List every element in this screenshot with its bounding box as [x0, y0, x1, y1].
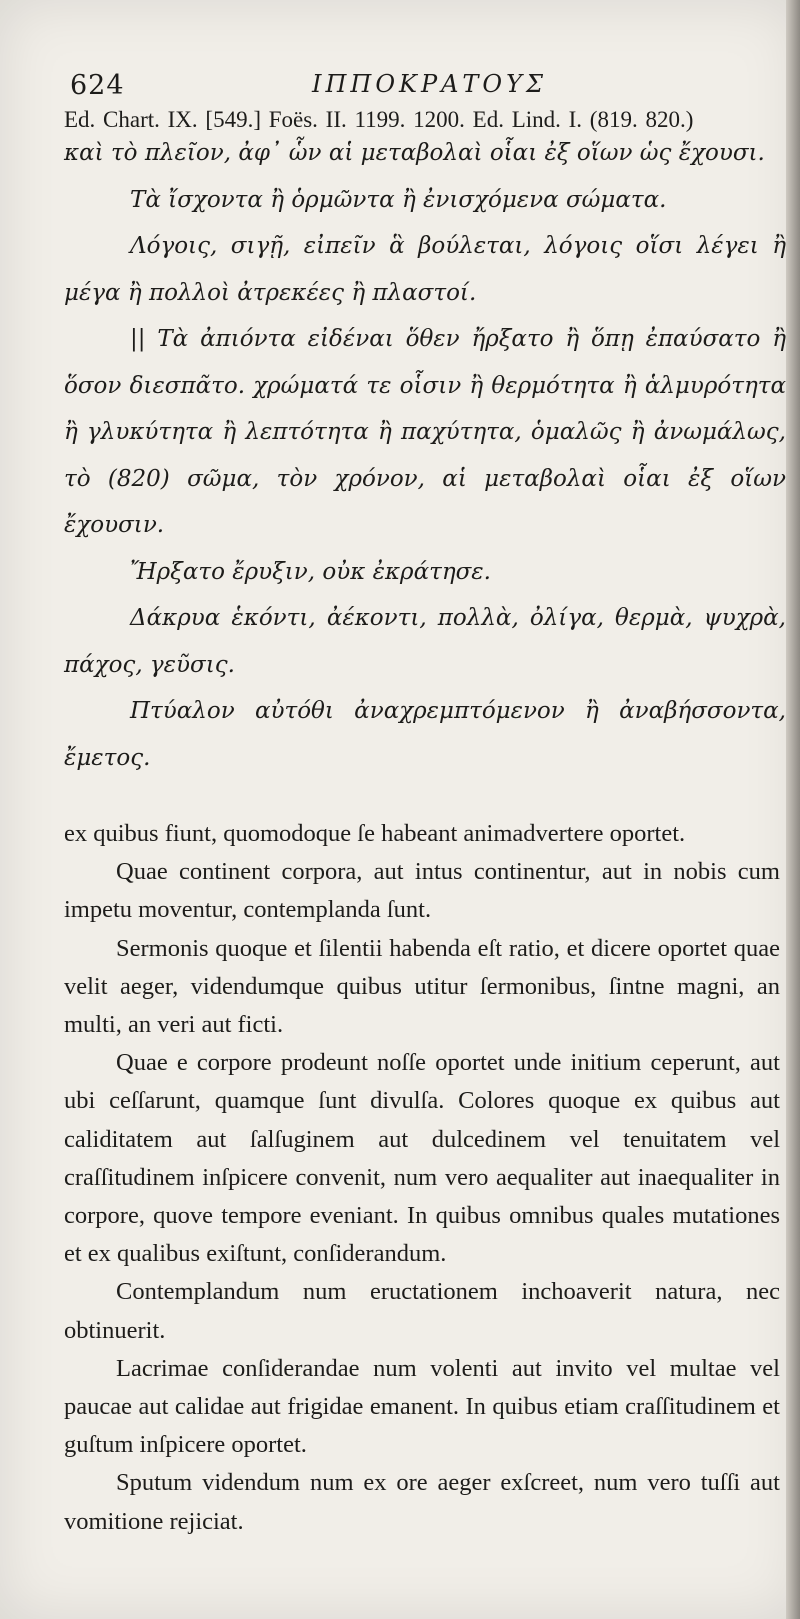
latin-paragraph: Quae e corpore prodeunt noſſe oportet unde initium ceperunt, aut ubi ceſſarunt, quamque ſunt divulſa. Colores quoque ex quibus aut caliditatem aut ſalſuginem aut dulcedinem vel tenuitatem vel craſſitudinem inſpicere convenit, num vero aequaliter aut inaequaliter in corpore, quove tempore eveniant. In quibus omnibus quales mutationes et ex qualibus exiſtunt, conſiderandum.: [64, 1049, 780, 1268]
greek-paragraph: Λόγοις, σιγῇ, εἰπεῖν ἃ βούλεται, λόγοις οἵσι λέγει ἢ μέγα ἢ πολλοὶ ἀτρεκέες ἢ πλαστοί.: [64, 233, 786, 306]
latin-paragraph: Sermonis quoque et ſilentii habenda eſt ratio, et dicere oportet quae velit aeger, videndumque quibus utitur ſermonibus, ſintne magni, an multi, an veri aut ficti.: [64, 934, 780, 1039]
greek-paragraph: Δάκρυα ἑκόντι, ἀέκοντι, πολλὰ, ὀλίγα, θερμὰ, ψυχρὰ, πάχος, γεῦσις.: [64, 605, 786, 678]
edition-reference-line: Ed. Chart. IX. [549.] Foës. II. 1199. 1200. Ed. Lind. I. (819. 820.): [64, 107, 694, 132]
greek-paragraph: Τὰ ἴσχοντα ἢ ὁρμῶντα ἢ ἐνισχόμενα σώματα.: [130, 186, 667, 213]
greek-text-section: [64, 130, 786, 781]
greek-paragraph: Ἤρξατο ἔρυξιν, οὐκ ἐκράτησε.: [130, 558, 491, 585]
page-number: 624: [70, 70, 125, 101]
page-text-block: [64, 48, 786, 1541]
latin-paragraph: Sputum videndum num ex ore aeger exſcreet, num vero tuſſi aut vomitione rejiciat.: [64, 1469, 780, 1535]
latin-paragraph: Contemplandum num eructationem inchoaverit natura, nec obtinuerit.: [64, 1278, 780, 1344]
latin-paragraph: Quae continent corpora, aut intus continentur, aut in nobis cum impetu moventur, contemplanda ſunt.: [64, 858, 780, 924]
latin-text-section: [64, 815, 780, 1541]
greek-paragraph: || Τὰ ἀπιόντα εἰδέναι ὅθεν ἤρξατο ἢ ὅπῃ ἐπαύσατο ἢ ὅσον διεσπᾶτο. χρώματά τε οἷσιν ἢ θερμότητα ἢ ἁλμυρότητα ἢ γλυκύτητα ἢ λεπτότητα ἢ παχύτητα, ὁμαλῶς ἢ ἀνωμάλως, τὸ (820) σῶμα, τὸν χρόνον, αἱ μεταβολαὶ οἷαι ἐξ οἵων ἔχουσιν.: [64, 326, 786, 538]
page-edge-shadow: [786, 0, 800, 1619]
latin-paragraph: Lacrimae conſiderandae num volenti aut invito vel multae vel paucae aut calidae aut frigidae emanent. In quibus etiam craſſitudinem et guſtum inſpicere oportet.: [64, 1354, 780, 1459]
latin-paragraph: ex quibus fiunt, quomodoque ſe habeant animadvertere oportet.: [64, 820, 686, 847]
greek-paragraph: Πτύαλον αὐτόθι ἀναχρεμπτόμενον ἢ ἀναβήσσοντα, ἔμετος.: [64, 698, 786, 771]
page-header: [64, 48, 786, 100]
running-title: ΙΠΠΟΚΡΑΤΟΥΣ: [312, 70, 547, 98]
greek-paragraph: καὶ τὸ πλεῖον, ἀφ᾽ ὧν αἱ μεταβολαὶ οἷαι ἐξ οἵων ὡς ἔχουσι.: [64, 140, 765, 166]
